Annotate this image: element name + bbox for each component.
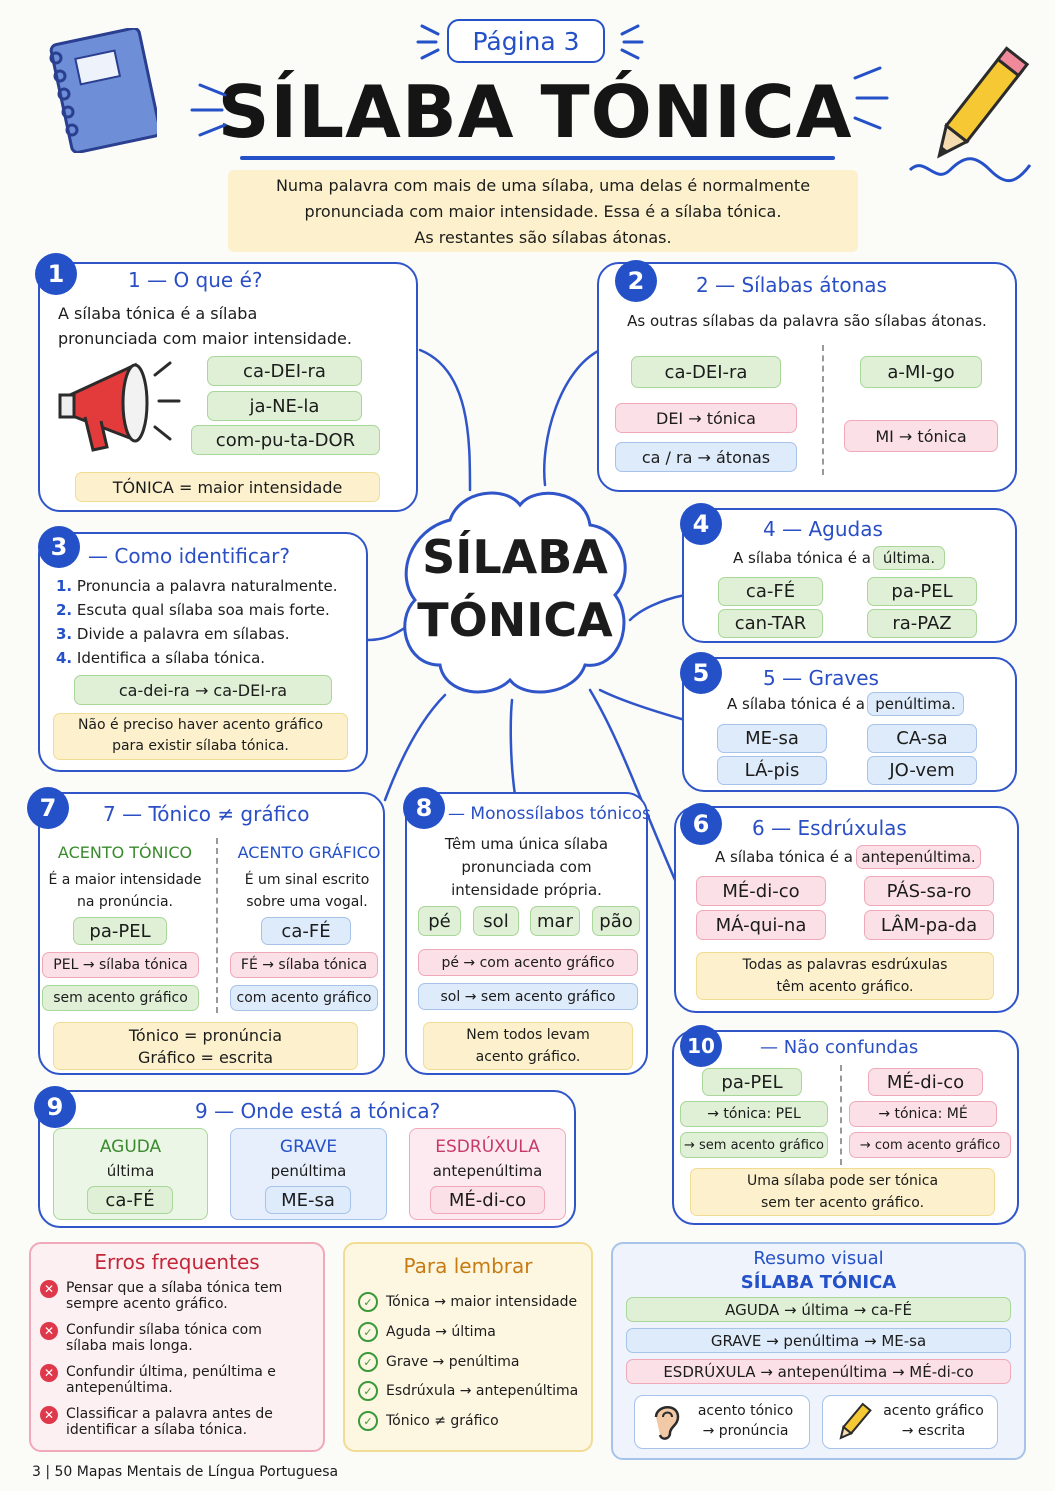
- section-7-right-word: ca-FÉ: [261, 917, 351, 945]
- intro-line-3: As restantes são sílabas átonas.: [414, 228, 672, 247]
- section-7-left-text-1: É a maior intensidade: [48, 872, 202, 888]
- remember-title: Para lembrar: [403, 1254, 533, 1278]
- center-word-1: SÍLABA: [422, 530, 608, 584]
- section-9-aguda-word: ca-FÉ: [87, 1186, 173, 1214]
- section-8-text-1: Têm uma única sílaba: [444, 835, 609, 853]
- section-4-word-4: ra-PAZ: [867, 609, 977, 638]
- section-9-grave-name: GRAVE: [279, 1137, 338, 1157]
- section-8-text-2: pronunciada com: [461, 858, 592, 876]
- section-6-word-2: PÁS-sa-ro: [864, 876, 994, 906]
- section-4-word-3: can-TAR: [718, 609, 823, 638]
- pencil-squiggle: [905, 150, 1035, 190]
- section-8-number: 8: [403, 787, 445, 829]
- section-1-text-2: pronunciada com maior intensidade.: [58, 329, 352, 348]
- check-icon: ✓: [358, 1411, 378, 1431]
- section-9-number: 9: [34, 1086, 76, 1128]
- section-1-title: 1 — O que é?: [128, 268, 263, 292]
- check-icon: ✓: [358, 1381, 378, 1401]
- section-10-note-2: sem ter acento gráfico.: [760, 1195, 925, 1211]
- section-3-step-3: 3. Divide a palavra em sílabas.: [56, 625, 290, 643]
- section-7-number: 7: [27, 787, 69, 829]
- remember-item-1: ✓ Tónica → maior intensidade: [358, 1292, 577, 1312]
- section-5-tag: penúltima.: [867, 692, 964, 716]
- notebook-icon: [42, 28, 157, 157]
- section-3-step-4: 4. Identifica a sílaba tónica.: [56, 649, 266, 667]
- section-4-text: A sílaba tónica é a: [733, 549, 871, 567]
- summary-ear-line-2: → pronúncia: [702, 1423, 789, 1439]
- decor-lines-left: [180, 70, 260, 150]
- section-6-word-3: MÁ-qui-na: [696, 910, 826, 940]
- section-4-word-2: pa-PEL: [867, 577, 977, 606]
- section-7-note-1: Tónico = pronúncia: [128, 1026, 283, 1045]
- section-10-left-word: pa-PEL: [702, 1068, 802, 1096]
- megaphone-icon: [55, 355, 185, 459]
- summary-pencil-line-1: acento gráfico: [883, 1403, 984, 1419]
- section-6-note-2: têm acento gráfico.: [776, 979, 914, 995]
- section-3-step-1: 1. Pronuncia a palavra naturalmente.: [56, 577, 338, 595]
- section-8-example-1: pé → com acento gráfico: [418, 949, 638, 976]
- section-8-word-1: pé: [418, 906, 461, 936]
- summary-row-grave: GRAVE → penúltima → ME-sa: [626, 1328, 1011, 1353]
- section-9-esdruxula-name: ESDRÚXULA: [435, 1137, 540, 1157]
- section-7-divider: [216, 838, 218, 1013]
- section-1-word-3: com-pu-ta-DOR: [191, 425, 380, 455]
- errors-item-2: ✕ Confundir sílaba tónica com sílaba mais longa.: [40, 1322, 262, 1354]
- section-1-number: 1: [35, 253, 77, 295]
- section-9-grave-word: ME-sa: [265, 1186, 351, 1214]
- center-word-2: TÓNICA: [417, 593, 613, 647]
- section-6-number: 6: [680, 803, 722, 845]
- section-8-text-3: intensidade própria.: [451, 881, 602, 899]
- check-icon: ✓: [358, 1292, 378, 1312]
- summary-row-esdruxula: ESDRÚXULA → antepenúltima → MÉ-di-co: [626, 1359, 1011, 1384]
- section-8-note-2: acento gráfico.: [475, 1049, 581, 1065]
- summary-pencil-line-2: → escrita: [901, 1423, 966, 1439]
- section-5-word-2: CA-sa: [867, 724, 977, 753]
- section-10-title: — Não confundas: [760, 1037, 919, 1058]
- errors-item-1: ✕ Pensar que a sílaba tónica tem sempre acento gráfico.: [40, 1280, 282, 1312]
- section-1-word-1: ca-DEI-ra: [207, 356, 362, 386]
- section-3-title: — Como identificar?: [88, 544, 290, 568]
- section-1-note: TÓNICA = maior intensidade: [75, 472, 380, 502]
- section-6-text: A sílaba tónica é a: [715, 848, 853, 866]
- summary-row-aguda: AGUDA → última → ca-FÉ: [626, 1297, 1011, 1322]
- section-2-word-2: a-MI-go: [860, 356, 982, 388]
- section-8-title: — Monossílabos tónicos: [448, 804, 651, 824]
- small-pencil-icon: [835, 1399, 875, 1447]
- footer: 3 | 50 Mapas Mentais de Língua Portuguesa: [32, 1464, 339, 1480]
- errors-item-3: ✕ Confundir última, penúltima e antepenúltima.: [40, 1364, 276, 1396]
- section-8-note-1: Nem todos levam: [466, 1027, 590, 1043]
- section-4-word-1: ca-FÉ: [718, 577, 823, 606]
- section-10-right-word: MÉ-di-co: [868, 1068, 983, 1096]
- section-9-grave-pos: penúltima: [270, 1162, 347, 1180]
- section-7-title: 7 — Tónico ≠ gráfico: [103, 802, 310, 826]
- section-9-aguda-name: AGUDA: [99, 1137, 162, 1157]
- section-2-divider: [822, 345, 824, 475]
- section-7-right-text-1: É um sinal escrito: [244, 872, 370, 888]
- remember-item-5: ✓ Tónico ≠ gráfico: [358, 1411, 499, 1431]
- section-2-number: 2: [615, 260, 657, 302]
- section-10-divider: [840, 1065, 842, 1165]
- section-10-right-accent: → com acento gráfico: [849, 1132, 1011, 1158]
- decor-lines-right: [845, 60, 925, 150]
- section-4-number: 4: [680, 503, 722, 545]
- title-underline: [240, 156, 835, 160]
- section-8-word-2: sol: [473, 906, 519, 936]
- section-7-left-text-2: na pronúncia.: [76, 894, 174, 910]
- section-7-right-accent: com acento gráfico: [230, 985, 378, 1011]
- errors-item-4: ✕ Classificar a palavra antes de identificar a sílaba tónica.: [40, 1406, 273, 1438]
- page-title: SÍLABA TÓNICA: [217, 70, 853, 154]
- section-8-word-4: pão: [592, 906, 640, 936]
- section-3-step-2: 2. Escuta qual sílaba soa mais forte.: [56, 601, 330, 619]
- section-7-right-tonic: FÉ → sílaba tónica: [230, 952, 378, 978]
- section-6-title: 6 — Esdrúxulas: [752, 816, 907, 840]
- section-6-note-1: Todas as palavras esdrúxulas: [742, 957, 948, 973]
- error-x-icon: ✕: [40, 1406, 58, 1424]
- check-icon: ✓: [358, 1322, 378, 1342]
- section-9-esdruxula-pos: antepenúltima: [432, 1162, 543, 1180]
- section-5-word-3: LÁ-pis: [717, 756, 827, 785]
- section-5-word-1: ME-sa: [717, 724, 827, 753]
- section-7-left-accent: sem acento gráfico: [42, 985, 199, 1011]
- section-1-word-2: ja-NE-la: [207, 391, 362, 421]
- section-9-aguda-pos: última: [106, 1162, 155, 1180]
- section-10-right-tonic: → tónica: MÉ: [849, 1101, 997, 1127]
- check-icon: ✓: [358, 1352, 378, 1372]
- remember-item-2: ✓ Aguda → última: [358, 1322, 496, 1342]
- section-2-tonic-1: DEI → tónica: [615, 403, 797, 433]
- section-5-text: A sílaba tónica é a: [727, 695, 865, 713]
- section-9-esdruxula-word: MÉ-di-co: [430, 1186, 545, 1214]
- section-4-title: 4 — Agudas: [763, 517, 883, 541]
- intro-line-2: pronunciada com maior intensidade. Essa é a sílaba tónica.: [304, 202, 782, 221]
- section-2-atonic-1: ca / ra → átonas: [615, 442, 797, 472]
- section-3-note-2: para existir sílaba tónica.: [112, 738, 289, 754]
- section-5-word-4: JO-vem: [867, 756, 977, 785]
- error-x-icon: ✕: [40, 1322, 58, 1340]
- section-6-word-4: LÂM-pa-da: [864, 910, 994, 940]
- section-3-note-1: Não é preciso haver acento gráfico: [77, 717, 324, 733]
- section-2-word-1: ca-DEI-ra: [631, 356, 781, 388]
- page-label: Página 3: [472, 26, 580, 56]
- section-1-text-1: A sílaba tónica é a sílaba: [58, 304, 258, 323]
- error-x-icon: ✕: [40, 1364, 58, 1382]
- section-7-left-title: ACENTO TÓNICO: [57, 843, 193, 862]
- section-7-left-tonic: PEL → sílaba tónica: [42, 952, 199, 978]
- decor-dashes: [410, 18, 650, 68]
- error-x-icon: ✕: [40, 1280, 58, 1298]
- section-3-example: ca-dei-ra → ca-DEI-ra: [74, 675, 332, 705]
- section-7-left-word: pa-PEL: [73, 917, 167, 945]
- section-9-title: 9 — Onde está a tónica?: [195, 1099, 441, 1123]
- remember-item-3: ✓ Grave → penúltima: [358, 1352, 519, 1372]
- section-8-example-2: sol → sem acento gráfico: [418, 983, 638, 1010]
- section-5-number: 5: [680, 652, 722, 694]
- summary-ear-line-1: acento tónico: [697, 1403, 794, 1419]
- section-3-number: 3: [38, 526, 80, 568]
- remember-item-4: ✓ Esdrúxula → antepenúltima: [358, 1381, 578, 1401]
- section-6-tag: antepenúltima.: [856, 845, 981, 869]
- section-10-left-accent: → sem acento gráfico: [680, 1132, 828, 1158]
- summary-title: Resumo visual: [753, 1248, 884, 1269]
- section-6-word-1: MÉ-di-co: [696, 876, 826, 906]
- section-10-number: 10: [680, 1025, 722, 1067]
- section-8-word-3: mar: [530, 906, 580, 936]
- section-5-title: 5 — Graves: [763, 666, 879, 690]
- section-2-text: As outras sílabas da palavra são sílabas átonas.: [627, 312, 987, 330]
- ear-icon: [648, 1401, 684, 1447]
- intro-line-1: Numa palavra com mais de uma sílaba, uma delas é normalmente: [275, 176, 811, 195]
- section-2-title: 2 — Sílabas átonas: [696, 273, 887, 297]
- section-2-tonic-2: MI → tónica: [844, 420, 998, 452]
- section-10-note-1: Uma sílaba pode ser tónica: [746, 1173, 939, 1189]
- section-4-tag: última.: [873, 546, 945, 570]
- errors-title: Erros frequentes: [94, 1250, 260, 1274]
- section-7-right-text-2: sobre uma vogal.: [246, 894, 368, 910]
- section-7-note-2: Gráfico = escrita: [137, 1048, 274, 1067]
- summary-subtitle: SÍLABA TÓNICA: [740, 1272, 897, 1293]
- section-10-left-tonic: → tónica: PEL: [680, 1101, 828, 1127]
- section-7-right-title: ACENTO GRÁFICO: [237, 843, 381, 862]
